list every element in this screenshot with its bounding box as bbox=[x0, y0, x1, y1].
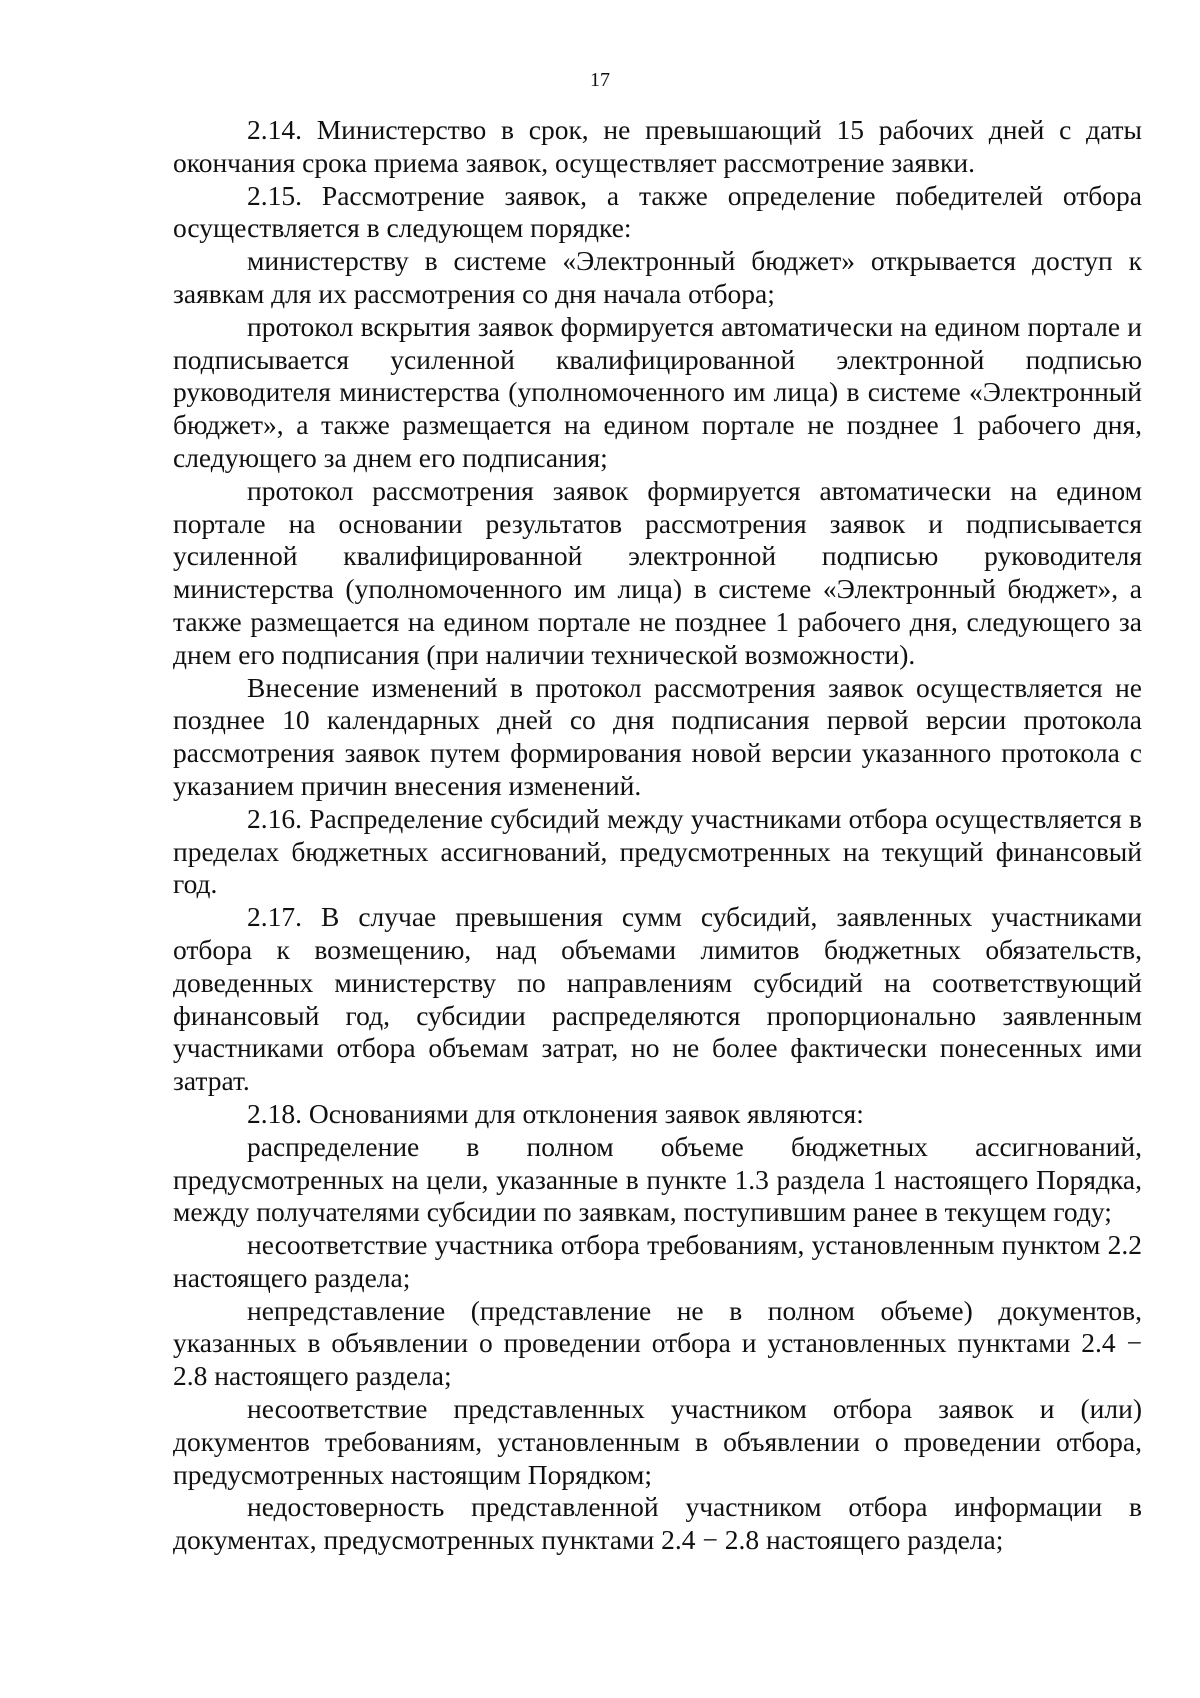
paragraph-2-14: 2.14. Министерство в срок, не превышающий 15 рабочих дней с даты окончания срока приема заявок, осуществляет рассмотрение заявки. bbox=[173, 114, 1142, 178]
paragraph-access-to-applications: министерству в системе «Электронный бюджет» открывается доступ к заявкам для их рассмотрения со дня начала отбора; bbox=[173, 245, 1142, 309]
page-number: 17 bbox=[590, 69, 610, 91]
paragraph-2-17: 2.17. В случае превышения сумм субсидий, заявленных участниками отбора к возмещению, над объемами лимитов бюджетных обязательств, доведенных министерству по направлениям субсидий на соответствующий финансовый год, субсидии распределяются пропорционально заявленным участниками отбора объемам затрат, но не более фактически понесенных ими затрат. bbox=[173, 901, 1142, 1097]
paragraph-protocol-changes: Внесение изменений в протокол рассмотрения заявок осуществляется не позднее 10 календарных дней со дня подписания первой версии протокола рассмотрения заявок путем формирования новой версии указанного протокола с указанием причин внесения изменений. bbox=[173, 671, 1142, 801]
paragraph-2-15: 2.15. Рассмотрение заявок, а также определение победителей отбора осуществляется в следующем порядке: bbox=[173, 179, 1142, 244]
paragraph-2-16: 2.16. Распределение субсидий между участниками отбора осуществляется в пределах бюджетных ассигнований, предусмотренных на текущий финансовый год. bbox=[173, 802, 1142, 900]
paragraph-documents-mismatch: несоответствие представленных участником отбора заявок и (или) документов требованиям, установленным в объявлении о проведении отбора, предусмотренных настоящим Порядком; bbox=[173, 1393, 1142, 1490]
paragraph-review-protocol: протокол рассмотрения заявок формируется автоматически на едином портале на основании результатов рассмотрения заявок и подписывается усиленной квалифицированной электронной подписью руководителя министерства (уполномоченного им лица) в системе «Электронный бюджет», а также размещается на едином портале не позднее 1 рабочего дня, следующего за днем его подписания (при наличии технической возможности). bbox=[173, 474, 1142, 670]
paragraph-opening-protocol: протокол вскрытия заявок формируется автоматически на едином портале и подписывается усиленной квалифицированной электронной подписью руководителя министерства (уполномоченного им лица) в системе «Электронный бюджет», а также размещается на едином портале не позднее 1 рабочего дня, следующего за днем его подписания; bbox=[173, 310, 1142, 473]
paragraph-false-information: недостоверность представленной участником отбора информации в документах, предусмотренных пунктами 2.4 − 2.8 настоящего раздела; bbox=[173, 1491, 1142, 1556]
paragraph-requirements-mismatch: несоответствие участника отбора требованиям, установленным пунктом 2.2 настоящего раздела; bbox=[173, 1229, 1142, 1293]
paragraph-budget-distribution: распределение в полном объеме бюджетных ассигнований, предусмотренных на цели, указанные в пункте 1.3 раздела 1 настоящего Порядка, между получателями субсидии по заявкам, поступившим ранее в текущем году; bbox=[173, 1130, 1142, 1228]
paragraph-missing-documents: непредставление (представление не в полном объеме) документов, указанных в объявлении о проведении отбора и установленных пунктами 2.4 − 2.8 настоящего раздела; bbox=[173, 1294, 1142, 1392]
paragraph-2-18: 2.18. Основаниями для отклонения заявок являются: bbox=[247, 1097, 864, 1129]
document-body bbox=[173, 114, 1142, 1557]
